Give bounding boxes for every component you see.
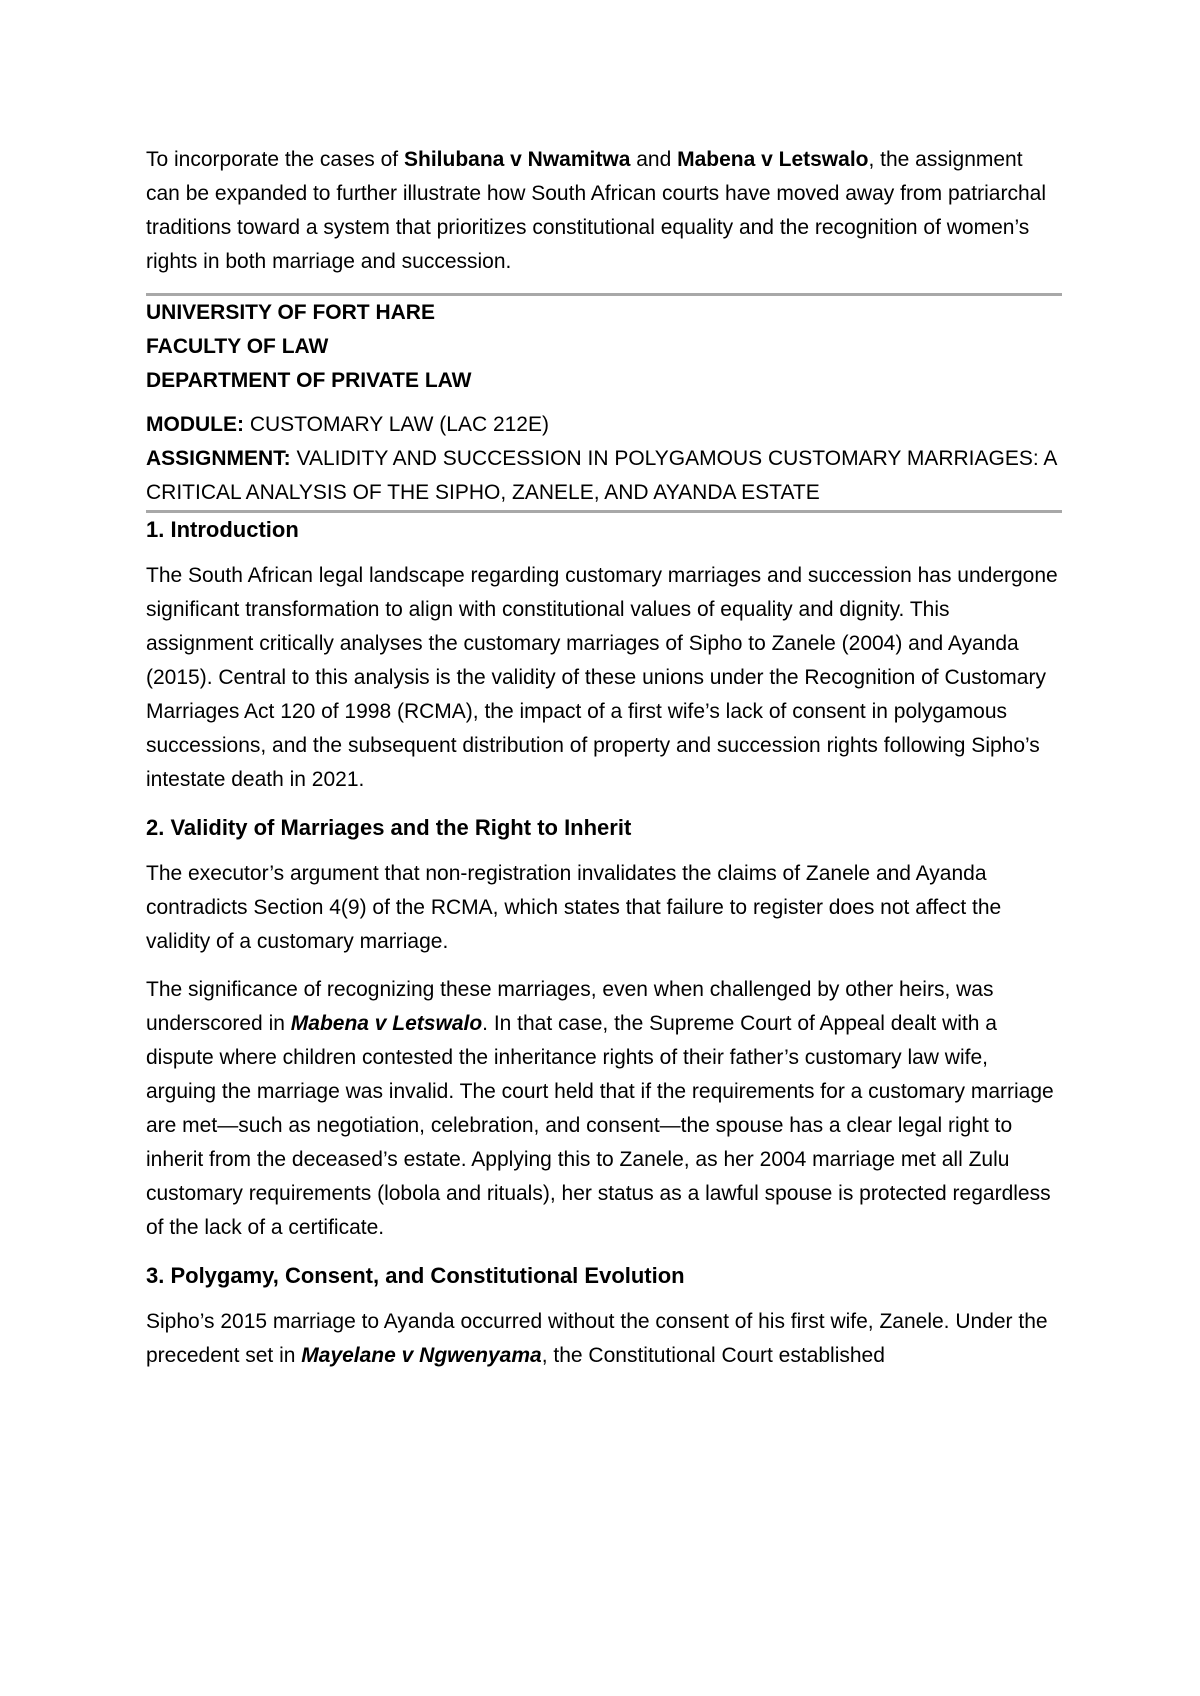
faculty-name: FACULTY OF LAW xyxy=(146,335,329,358)
intro-text: To incorporate the cases of xyxy=(146,148,404,171)
body-paragraph: The South African legal landscape regarding customary marriages and succession has undergone significant transformation to align with constitutional values of equality and dignity. This assignment critically analyses the customary marriages of Sipho to Zanele (2004) and Ayanda (2015). Central to this analysis is the validity of these unions under the Recognition of Customary Marriages Act 120 of 1998 (RCMA), the impact of a first wife’s lack of consent in polygamous successions, and the subsequent distribution of property and succession rights following Sipho’s intestate death in 2021. xyxy=(146,564,1058,791)
department-name: DEPARTMENT OF PRIVATE LAW xyxy=(146,369,472,392)
intro-paragraph xyxy=(146,143,1062,279)
body-paragraph: The executor’s argument that non-registration invalidates the claims of Zanele and Ayanda contradicts Section 4(9) of the RCMA, which states that failure to register does not affect the validity of a customary marriage. xyxy=(146,862,1002,953)
module-label: MODULE: xyxy=(146,413,244,436)
university-name: UNIVERSITY OF FORT HARE xyxy=(146,301,435,324)
section-heading-introduction: 1. Introduction xyxy=(146,517,299,542)
paragraph-text: . In that case, the Supreme Court of Appeal dealt with a dispute where children contested the inheritance rights of their father’s customary law wife, arguing the marriage was invalid. The court held that if the requirements for a customary marriage are met—such as negotiation, celebration, and consent—the spouse has a clear legal right to inherit from the deceased’s estate. Applying this to Zanele, as her 2004 marriage met all Zulu customary requirements (lobola and rituals), her status as a lawful spouse is protected regardless of the lack of a certificate. xyxy=(146,1012,1054,1239)
section-heading-validity: 2. Validity of Marriages and the Right to Inherit xyxy=(146,815,632,840)
intro-text: , the assignment can be expanded to further illustrate how South African courts have moved away from patriarchal traditions toward a system that prioritizes constitutional equality and the recognition of women’s rights in both marriage and succession. xyxy=(146,148,1046,273)
intro-text: and xyxy=(630,148,678,171)
assignment-title: VALIDITY AND SUCCESSION IN POLYGAMOUS CUSTOMARY MARRIAGES: A CRITICAL ANALYSIS OF THE SIPHO, ZANELE, AND AYANDA ESTATE xyxy=(146,447,1057,504)
module-line xyxy=(146,408,1062,442)
module-value: CUSTOMARY LAW (LAC 212E) xyxy=(244,413,549,436)
paragraph-text: The significance of recognizing these marriages, even when challenged by other heirs, was underscored in xyxy=(146,978,994,1035)
case-name: Mayelane v Ngwenyama xyxy=(301,1344,542,1367)
paragraph-text: , the Constitutional Court established xyxy=(541,1344,885,1367)
case-name: Mabena v Letswalo xyxy=(290,1012,483,1035)
body-paragraph xyxy=(146,973,1062,1245)
assignment-line xyxy=(146,442,1062,510)
case-name: Mabena v Letswalo xyxy=(677,148,869,171)
case-name: Shilubana v Nwamitwa xyxy=(403,148,631,171)
module-block xyxy=(146,408,1062,510)
title-block xyxy=(146,296,1062,398)
document-body xyxy=(146,143,1062,1387)
paragraph-text: Sipho’s 2015 marriage to Ayanda occurred without the consent of his first wife, Zanele. Under the precedent set in xyxy=(146,1310,1048,1367)
section-heading-polygamy: 3. Polygamy, Consent, and Constitutional Evolution xyxy=(146,1263,685,1288)
assignment-label: ASSIGNMENT: xyxy=(146,447,291,470)
body-paragraph xyxy=(146,1305,1062,1373)
